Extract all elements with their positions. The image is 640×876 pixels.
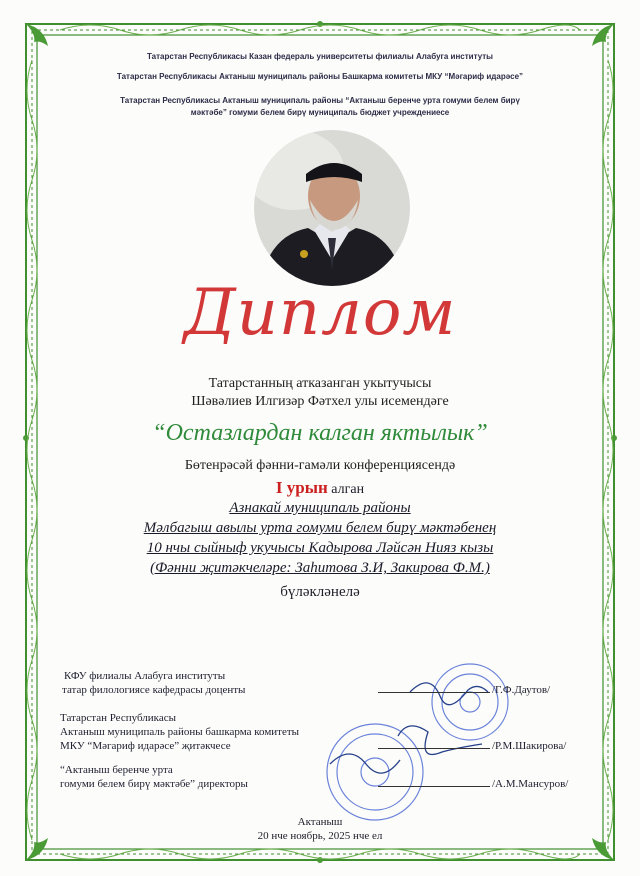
awardee-line-2: Мәлбагыш авылы урта гомуми белем бирү мәктәбенең: [143, 520, 497, 536]
signature-line-1: [378, 692, 490, 693]
honor-line-2: Шәвәлиев Илгизәр Фәтхел улы исемендәге: [191, 394, 449, 409]
portrait-photo: [254, 130, 410, 286]
header-line-3a: Татарстан Республикасы Актаныш муниципаль районы “Актаныш беренче урта гомуми белем бирү: [120, 96, 520, 105]
header-line-2: Татарстан Республикасы Актаныш муниципаль районы Башкарма комитеты МКУ “Мәгариф идарәсе”: [116, 72, 524, 81]
conference-name: “Остазлардан калган яктылык”: [152, 420, 488, 446]
signatory-2-title-3: МКУ “Мәгариф идарәсе” җитәкчесе: [60, 740, 231, 752]
awardee-line-4: (Фәнни җитәкчеләре: Заһитова З.И, Закирова Ф.М.): [150, 560, 490, 576]
signatory-2-name: /Р.М.Шакирова/: [492, 740, 567, 752]
place-name: Актаныш: [297, 816, 343, 828]
header-line-1: Татарстан Республикасы Казан федераль университеты филиалы Алабуга институты: [146, 52, 493, 61]
awarded-text: бүләкләнелә: [280, 584, 360, 600]
place-line: [0, 478, 640, 498]
header-line-3b: мәктәбе” гомуми белем бирү муниципаль бюджет учреждениесе: [190, 108, 450, 117]
signatory-2-title-2: Актаныш муниципаль районы башкарма комитеты: [60, 726, 300, 738]
stamps-and-signatures: [270, 640, 630, 840]
signatory-2-title-1: Татарстан Республикасы: [60, 712, 176, 724]
diploma-title: Диплом: [183, 276, 457, 350]
honor-line-1: Татарстанның атказанган укытучысы: [208, 376, 432, 391]
signatory-3-title-2: гомуми белем бирү мәктәбе” директоры: [60, 778, 248, 790]
place-word: алган: [331, 482, 365, 497]
signature-line-2: [378, 748, 490, 749]
awardee-line-3: 10 нчы сыйныф укучысы Кадырова Ләйсән Нияз кызы: [146, 540, 494, 556]
place-number: I урын: [275, 478, 328, 497]
awardee-line-1: Азнакай муниципаль районы: [229, 500, 411, 516]
signatory-1-title-2: татар филологиясе кафедрасы доценты: [62, 684, 246, 696]
conference-type: Бөтенрәсәй фәнни-гамәли конференциясендә: [184, 458, 456, 473]
signatory-1-title-1: КФУ филиалы Алабуга институты: [64, 670, 226, 682]
issue-date: 20 нче ноябрь, 2025 нче ел: [257, 830, 383, 842]
signatory-3-name: /А.М.Мансуров/: [492, 778, 569, 790]
signatory-3-title-1: “Актаныш беренче урта: [60, 764, 173, 776]
signatory-1-name: /Г.Ф.Даутов/: [492, 684, 551, 696]
signature-line-3: [378, 786, 490, 787]
